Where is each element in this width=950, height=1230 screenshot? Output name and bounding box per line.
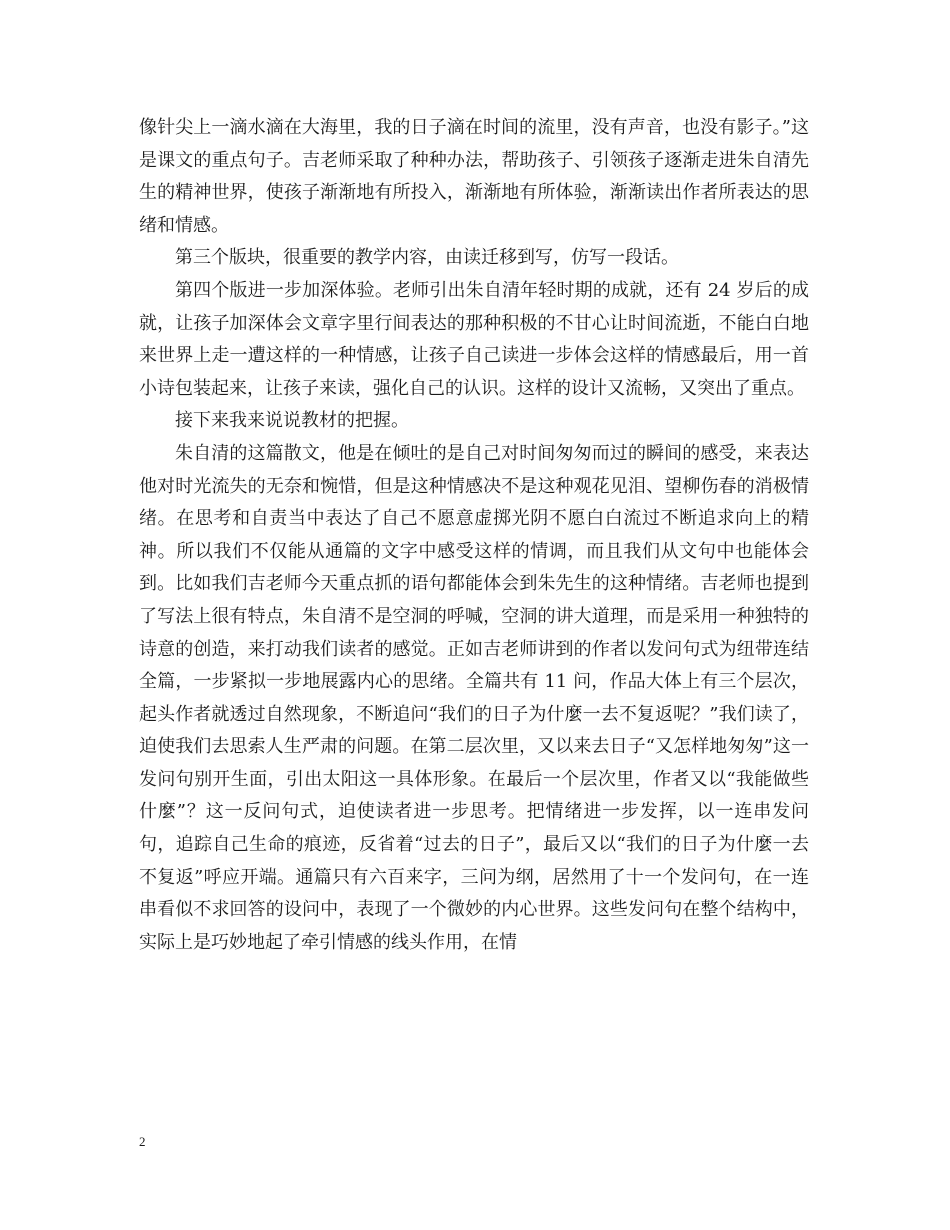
paragraph-4: 接下来我来说说教材的把握。 — [175, 410, 409, 432]
paragraph-3: 第四个版进一步加深体验。老师引出朱自清年轻时期的成就，还有 24 岁后的成就，让孩子加深体会文章字里行间表达的那种积极的不甘心让时间流逝，不能白白地来世界上走一遭这样的一种情感，让孩子自己读进一步体会这样的情感最后，用一首小诗包装起来，让孩子来读，强化自己的认识。这样的设计又流畅，又突出了重点。 — [139, 279, 809, 399]
page-number: 2 — [139, 1134, 146, 1149]
paragraph-5: 朱自清的这篇散文，他是在倾吐的是自己对时间匆匆而过的瞬间的感受，来表达他对时光流失的无奈和惋惜，但是这种情感决不是这种观花见泪、望柳伤春的消极情绪。在思考和自责当中表达了自己不愿意虚掷光阴不愿白白流过不断追求向上的精神。所以我们不仅能从通篇的文字中感受这样的情调，而且我们从文句中也能体会到。比如我们吉老师今天重点抓的语句都能体会到朱先生的这种情绪。吉老师也提到了写法上很有特点，朱自清不是空洞的呼喊，空洞的讲大道理，而是采用一种独特的诗意的创造，来打动我们读者的感觉。正如吉老师讲到的作者以发问句式为纽带连结全篇，一步紧拟一步地展露内心的思绪。全篇共有 11 问，作品大体上有三个层次，起头作者就透过自然现象，不断追问“我们的日子为什麼一去不复返呢？”我们读了，迫使我们去思索人生严肃的问题。在第二层次里，又以来去日子“又怎样地匆匆”这一发问句别开生面，引出太阳这一具体形象。在最后一个层次里，作者又以“我能做些什麼”？这一反问句式，迫使读者进一步思考。把情绪进一步发挥，以一连串发问句，追踪自己生命的痕迹，反省着“过去的日子”，最后又以“我们的日子为什麼一去不复返”呼应开端。通篇只有六百来字，三问为纲，居然用了十一个发问句，在一连串看似不求回答的设问中，表现了一个微妙的内心世界。这些发问句在整个结构中，实际上是巧妙地起了牵引情感的线头作用，在情 — [139, 442, 809, 953]
paragraph-2: 第三个版块，很重要的教学内容，由读迁移到写，仿写一段话。 — [175, 247, 679, 269]
paragraph-1: 像针尖上一滴水滴在大海里，我的日子滴在时间的流里，没有声音，也没有影子。”这是课文的重点句子。吉老师采取了种种办法，帮助孩子、引领孩子逐渐走进朱自清先生的精神世界，使孩子渐渐地有所投入，渐渐地有所体验，渐渐读出作者所表达的思绪和情感。 — [139, 117, 809, 236]
document-body — [139, 112, 809, 959]
